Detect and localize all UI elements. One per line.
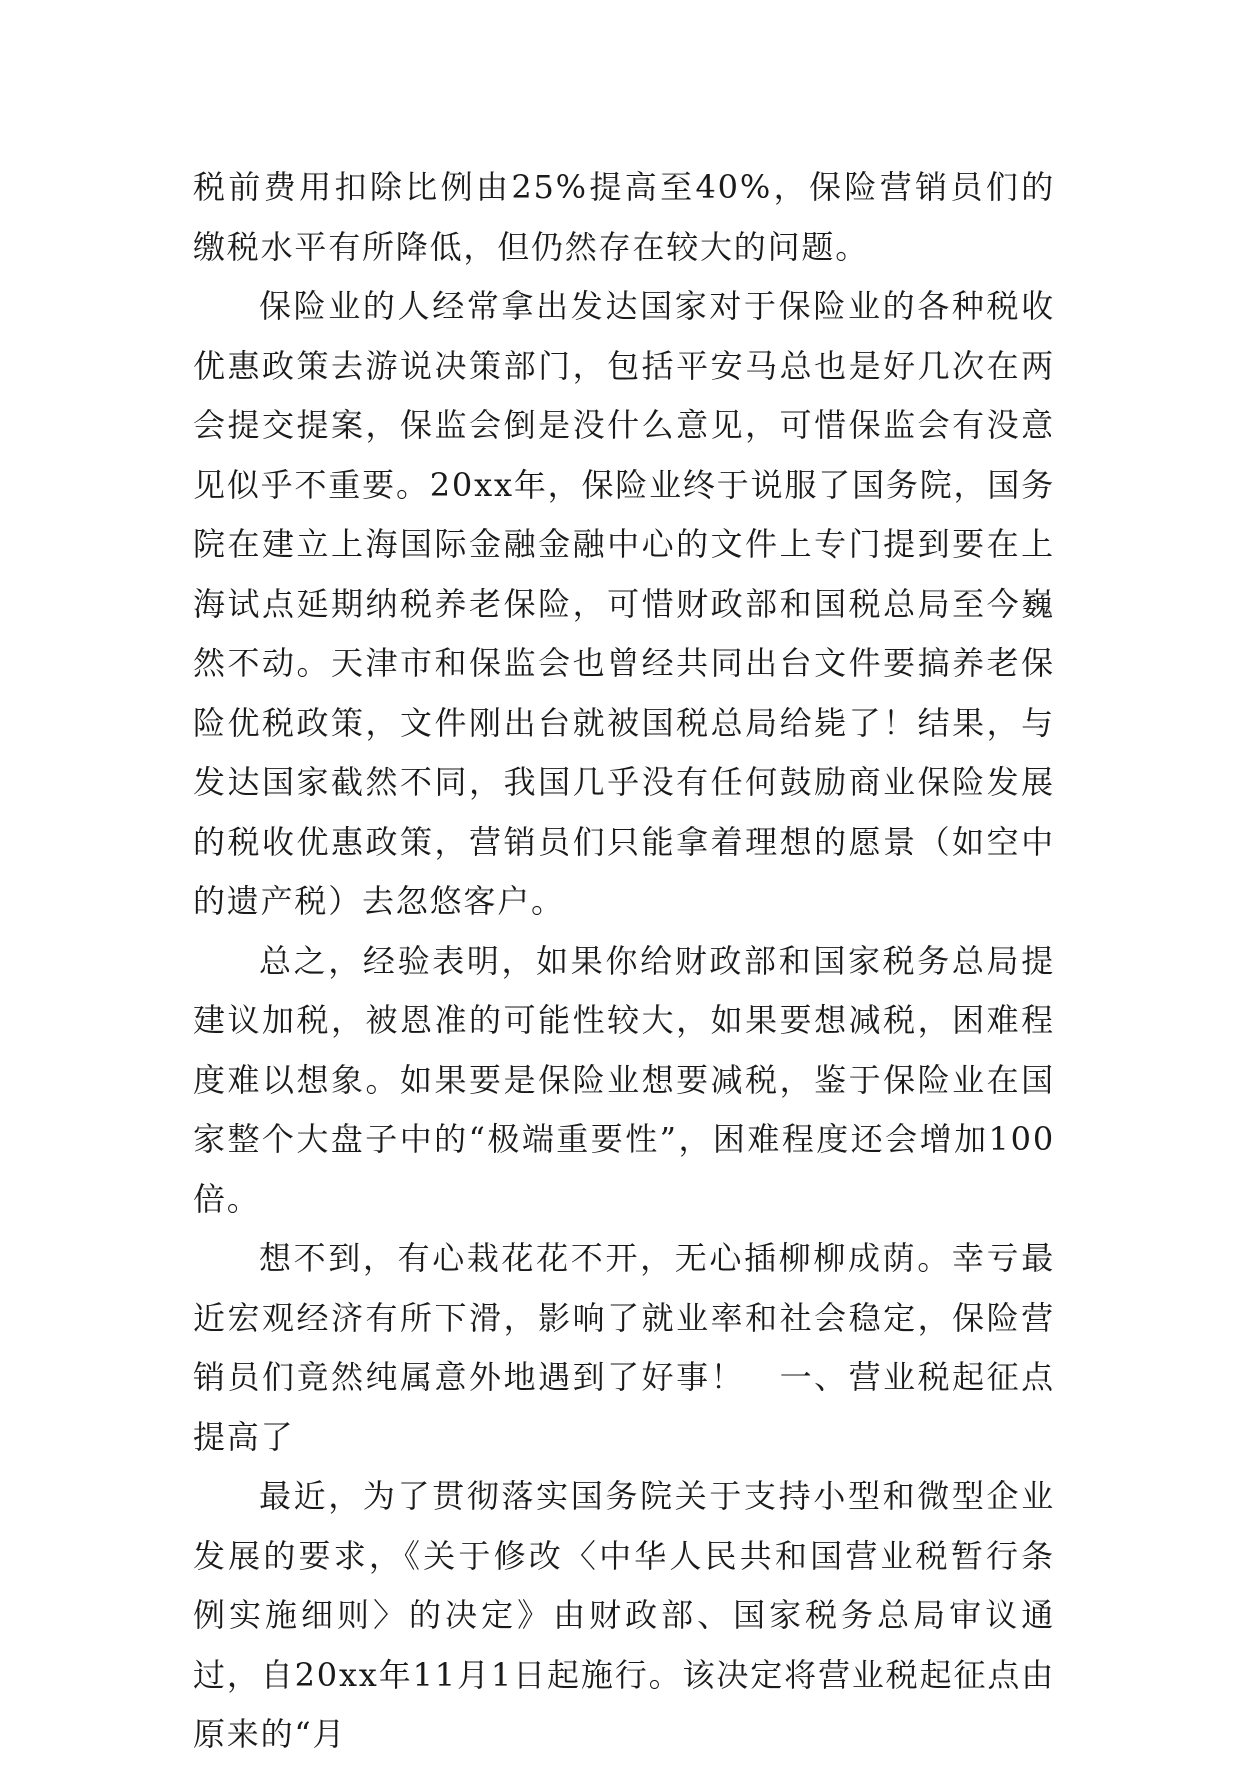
paragraph-continuation: 税前费用扣除比例由25%提高至40%，保险营销员们的缴税水平有所降低，但仍然存在较大的问题。 [193,168,1055,266]
paragraph-tax-policy-lobbying: 保险业的人经常拿出发达国家对于保险业的各种税收优惠政策去游说决策部门，包括平安马总也是好几次在两会提交提案，保监会倒是没什么意见，可惜保监会有没意见似乎不重要。20xx年，保险业终于说服了国务院，国务院在建立上海国际金融金融中心的文件上专门提到要在上海试点延期纳税养老保险，可惜财政部和国税总局至今巍然不动。天津市和保监会也曾经共同出台文件要搞养老保险优税政策，文件刚出台就被国税总局给毙了！结果，与发达国家截然不同，我国几乎没有任何鼓励商业保险发展的税收优惠政策，营销员们只能拿着理想的愿景（如空中的遗产税）去忽悠客户。 [193,287,1055,920]
paragraph-unexpected-good-news: 想不到，有心栽花花不开，无心插柳柳成荫。幸亏最近宏观经济有所下滑，影响了就业率和社会稳定，保险营销员们竟然纯属意外地遇到了好事！ 一、营业税起征点提高了 [193,1239,1055,1456]
paragraph-summary: 总之，经验表明，如果你给财政部和国家税务总局提建议加税，被恩准的可能性较大，如果要想减税，困难程度难以想象。如果要是保险业想要减税，鉴于保险业在国家整个大盘子中的“极端重要性”，困难程度还会增加100倍。 [193,941,1055,1218]
paragraph-business-tax-threshold: 最近，为了贯彻落实国务院关于支持小型和微型企业发展的要求，《关于修改〈中华人民共和国营业税暂行条例实施细则〉的决定》由财政部、国家税务总局审议通过，自20xx年11月1日起施行。该决定将营业税起征点由原来的“月 [193,1477,1055,1753]
document-body [193,158,1055,1765]
